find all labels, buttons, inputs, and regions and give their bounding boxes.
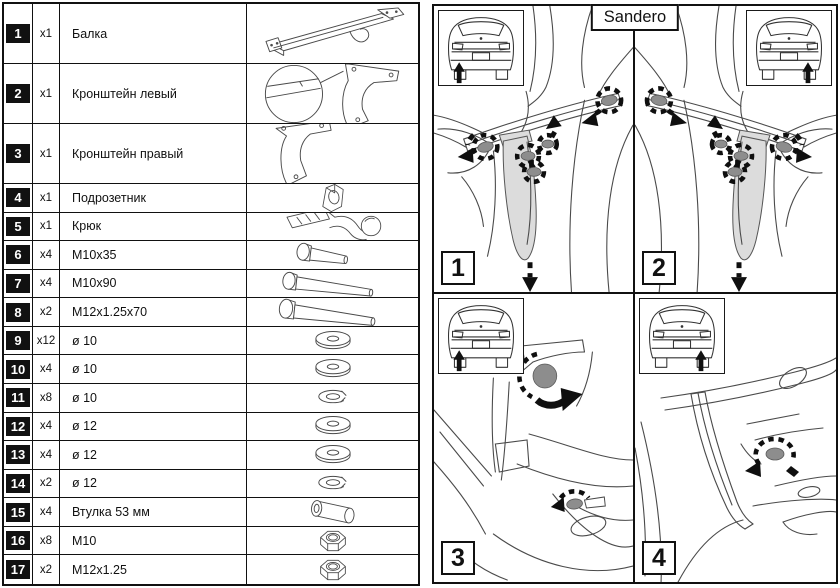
mount-point-main [745, 439, 799, 477]
part-illustration-cell [247, 555, 418, 584]
part-description: ø 10 [72, 390, 98, 405]
part-description: M12x1.25x70 [72, 305, 148, 320]
car-rear-view-inset [438, 10, 524, 86]
part-number-badge: 14 [6, 474, 30, 493]
part-illustration-cell [247, 241, 418, 270]
part-number-cell [4, 270, 33, 299]
part-qty: x8 [39, 534, 53, 547]
part-description: M10 [72, 533, 97, 548]
flat-washer-icon [314, 444, 352, 466]
part-illustration-cell [247, 527, 418, 556]
step-number-box [441, 251, 475, 285]
part-qty: x1 [39, 220, 53, 233]
part-number-badge: 1 [6, 24, 30, 43]
part-qty: x2 [39, 306, 53, 319]
part-description-cell [60, 527, 247, 556]
part-qty-cell [33, 327, 60, 356]
part-number-badge: 7 [6, 274, 30, 293]
part-number-badge: 17 [6, 560, 30, 579]
part-number-cell [4, 470, 33, 499]
part-illustration-cell [247, 355, 418, 384]
part-description-cell [60, 4, 247, 64]
step-number: 1 [451, 253, 465, 282]
part-description: ø 12 [72, 419, 98, 434]
part-qty-cell [33, 270, 60, 299]
part-number-cell [4, 241, 33, 270]
part-qty-cell [33, 413, 60, 442]
part-illustration-cell [247, 64, 418, 124]
part-qty-cell [33, 498, 60, 527]
part-description: Кронштейн левый [72, 86, 177, 101]
part-description-cell [60, 64, 247, 124]
part-number-cell [4, 413, 33, 442]
part-qty-cell [33, 441, 60, 470]
part-qty: x2 [39, 477, 53, 490]
part-qty-cell [33, 64, 60, 124]
bolt-long-icon [273, 270, 393, 299]
towball-hook-icon [281, 213, 385, 242]
hex-nut-icon [315, 527, 351, 556]
step-number-box [441, 541, 475, 575]
part-qty: x1 [39, 87, 53, 100]
step-number-box [642, 251, 676, 285]
part-description-cell [60, 213, 247, 242]
part-number-badge: 8 [6, 303, 30, 322]
vehicle-model-title: Sandero [591, 4, 679, 31]
part-qty-cell [33, 213, 60, 242]
part-number-badge: 9 [6, 331, 30, 350]
part-illustration-cell [247, 327, 418, 356]
part-qty-cell [33, 241, 60, 270]
part-description-cell [60, 498, 247, 527]
hex-nut-icon [315, 555, 351, 584]
part-illustration-cell [247, 298, 418, 327]
part-illustration-cell [247, 213, 418, 242]
parts-table [2, 2, 420, 586]
part-qty: x4 [39, 448, 53, 461]
brand-logo-dot [788, 37, 791, 40]
part-number-badge: 2 [6, 84, 30, 103]
step-panel-2 [635, 6, 836, 294]
part-qty: x4 [39, 363, 53, 376]
installation-diagram [432, 4, 838, 584]
part-illustration-cell [247, 124, 418, 184]
part-qty: x4 [39, 248, 53, 261]
flat-washer-icon [314, 358, 352, 380]
part-qty: x4 [39, 420, 53, 433]
part-number-badge: 3 [6, 144, 30, 163]
part-qty-cell [33, 555, 60, 584]
bolt-xl-icon [271, 298, 395, 327]
part-number-cell [4, 327, 33, 356]
part-qty: x4 [39, 506, 53, 519]
bushing-icon [308, 498, 358, 526]
arrow-dash [786, 466, 799, 477]
part-number-badge: 15 [6, 503, 30, 522]
part-qty: x1 [39, 147, 53, 160]
part-number-badge: 16 [6, 531, 30, 550]
tab-bracket [584, 497, 605, 508]
part-description: Крюк [72, 219, 102, 234]
spring-washer-icon [315, 473, 351, 494]
part-number-cell [4, 355, 33, 384]
part-illustration-cell [247, 470, 418, 499]
part-qty: x4 [39, 277, 53, 290]
spring-washer-icon [315, 387, 351, 408]
part-number-cell [4, 298, 33, 327]
part-qty: x2 [39, 563, 53, 576]
part-description: Балка [72, 26, 108, 41]
brand-logo-dot [681, 325, 684, 328]
part-description-cell [60, 184, 247, 213]
part-description: M10x90 [72, 276, 117, 291]
part-number-badge: 12 [6, 417, 30, 436]
part-qty: x8 [39, 391, 53, 404]
part-number-badge: 6 [6, 245, 30, 264]
part-description-cell [60, 327, 247, 356]
part-illustration-cell [247, 413, 418, 442]
part-description: ø 10 [72, 362, 98, 377]
part-number-cell [4, 441, 33, 470]
part-number-cell [4, 498, 33, 527]
part-number-badge: 5 [6, 217, 30, 236]
part-number-cell [4, 527, 33, 556]
part-description-cell [60, 441, 247, 470]
bolt-short-icon [287, 241, 379, 270]
part-qty-cell [33, 124, 60, 184]
part-illustration-cell [247, 384, 418, 413]
part-illustration-cell [247, 184, 418, 213]
part-qty: x12 [36, 334, 56, 347]
part-illustration-cell [247, 441, 418, 470]
part-description-cell [60, 470, 247, 499]
part-description: ø 12 [72, 476, 98, 491]
part-qty: x1 [39, 27, 53, 40]
part-number-cell [4, 384, 33, 413]
part-qty-cell [33, 4, 60, 64]
part-description-cell [60, 355, 247, 384]
part-qty-cell [33, 355, 60, 384]
part-description: ø 12 [72, 447, 98, 462]
part-qty-cell [33, 470, 60, 499]
bracket-right-icon [269, 124, 397, 184]
flat-washer-icon [314, 415, 352, 437]
part-number-cell [4, 4, 33, 64]
part-qty-cell [33, 184, 60, 213]
part-number-badge: 10 [6, 360, 30, 379]
part-illustration-cell [247, 270, 418, 299]
flat-washer-icon [314, 330, 352, 352]
step-number: 4 [652, 543, 666, 572]
towbar-beam-icon [257, 7, 409, 61]
car-rear-view-inset [746, 10, 832, 86]
part-description-cell [60, 384, 247, 413]
step-number: 3 [451, 543, 465, 572]
part-description-cell [60, 298, 247, 327]
part-illustration-cell [247, 498, 418, 527]
part-description: M10x35 [72, 247, 117, 262]
part-description-cell [60, 270, 247, 299]
part-description: ø 10 [72, 333, 98, 348]
part-description-cell [60, 555, 247, 584]
part-number-badge: 11 [6, 388, 30, 407]
part-number-cell [4, 555, 33, 584]
mount-point-main [519, 354, 582, 411]
socket-plate-icon [314, 184, 352, 213]
part-number-badge: 13 [6, 445, 30, 464]
part-qty-cell [33, 527, 60, 556]
part-description-cell [60, 241, 247, 270]
part-description-cell [60, 413, 247, 442]
part-description: Подрозетник [72, 190, 146, 205]
bracket-left-icon [259, 64, 407, 124]
part-number-cell [4, 213, 33, 242]
brand-logo-dot [480, 325, 483, 328]
part-illustration-cell [247, 4, 418, 64]
step-number: 2 [652, 253, 666, 282]
part-number-cell [4, 184, 33, 213]
car-rear-view-inset [639, 298, 725, 374]
part-description-cell [60, 124, 247, 184]
mount-point-secondary [551, 491, 605, 512]
part-qty: x1 [39, 191, 53, 204]
part-number-cell [4, 64, 33, 124]
part-description: M12x1.25 [72, 562, 127, 577]
part-description: Втулка 53 мм [72, 505, 150, 520]
part-number-badge: 4 [6, 188, 30, 207]
part-description: Кронштейн правый [72, 146, 184, 161]
car-rear-view-inset [438, 298, 524, 374]
step-number-box [642, 541, 676, 575]
step-panel-4 [635, 294, 836, 582]
step-panel-3 [434, 294, 635, 582]
part-qty-cell [33, 384, 60, 413]
step-panel-1 [434, 6, 635, 294]
brand-logo-dot [480, 37, 483, 40]
part-number-cell [4, 124, 33, 184]
part-qty-cell [33, 298, 60, 327]
